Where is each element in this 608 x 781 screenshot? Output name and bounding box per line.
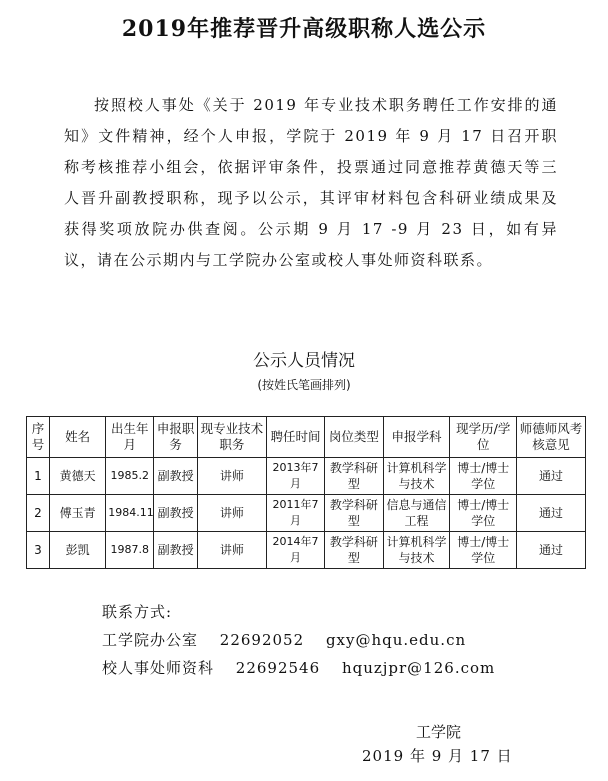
cell-education: 博士/博士学位	[450, 458, 517, 495]
cell-name: 彭凯	[49, 532, 105, 569]
contact-line	[102, 654, 511, 682]
cell-post-type: 教学科研型	[325, 458, 383, 495]
cell-applied-title: 副教授	[154, 532, 198, 569]
contact-phone: 22692546	[235, 659, 321, 677]
header-ethics-review: 师德师风考核意见	[517, 417, 586, 458]
contact-phone: 22692052	[219, 631, 305, 649]
table-row	[27, 532, 586, 569]
table-row	[27, 458, 586, 495]
candidates-table	[26, 416, 586, 569]
contact-heading: 联系方式:	[102, 603, 173, 621]
cell-discipline: 信息与通信工程	[383, 495, 450, 532]
cell-education: 博士/博士学位	[450, 495, 517, 532]
cell-birth: 1985.2	[106, 458, 154, 495]
cell-post-type: 教学科研型	[325, 532, 383, 569]
signature-org: 工学院	[416, 723, 462, 741]
header-name: 姓名	[49, 417, 105, 458]
header-post-type: 岗位类型	[325, 417, 383, 458]
announcement-body: 按照校人事处《关于 2019 年专业技术职务聘任工作安排的通知》文件精神，经个人申报，学院于 2019 年 9 月 17 日召开职称考核推荐小组会，依据评审条件，投票通过同意推荐黄德天等三人晋升副教授职称，现予以公示，其评审材料包含科研业绩成果及获得奖项放院办供查阅。公示期 9 月 17 -9 月 23 日，如有异议，请在公示期内与工学院办公室或校人事处师资科联系。	[64, 96, 558, 269]
header-education: 现学历/学位	[450, 417, 517, 458]
header-applied-title: 申报职务	[154, 417, 198, 458]
cell-post-type: 教学科研型	[325, 495, 383, 532]
header-current-title: 现专业技术职务	[198, 417, 267, 458]
cell-education: 博士/博士学位	[450, 532, 517, 569]
cell-index: 2	[27, 495, 50, 532]
cell-ethics-review: 通过	[517, 495, 586, 532]
cell-index: 1	[27, 458, 50, 495]
cell-discipline: 计算机科学与技术	[383, 458, 450, 495]
cell-ethics-review: 通过	[517, 532, 586, 569]
table-header-row	[27, 417, 586, 458]
cell-current-title: 讲师	[198, 458, 267, 495]
cell-index: 3	[27, 532, 50, 569]
contact-org: 校人事处师资科	[102, 659, 215, 677]
cell-birth: 1984.11	[106, 495, 154, 532]
contact-block	[102, 598, 511, 682]
cell-current-title: 讲师	[198, 532, 267, 569]
cell-name: 黄德天	[49, 458, 105, 495]
header-appointment-date: 聘任时间	[266, 417, 324, 458]
table-row	[27, 495, 586, 532]
cell-appointment-date: 2013年7月	[266, 458, 324, 495]
signature-date: 2019 年 9 月 17 日	[362, 747, 513, 765]
cell-ethics-review: 通过	[517, 458, 586, 495]
header-discipline: 申报学科	[383, 417, 450, 458]
cell-birth: 1987.8	[106, 532, 154, 569]
cell-discipline: 计算机科学与技术	[383, 532, 450, 569]
cell-current-title: 讲师	[198, 495, 267, 532]
signature-block	[362, 720, 522, 768]
cell-applied-title: 副教授	[154, 458, 198, 495]
contact-line	[102, 626, 511, 654]
header-birth: 出生年月	[106, 417, 154, 458]
cell-appointment-date: 2014年7月	[266, 532, 324, 569]
contact-email[interactable]: gxy@hqu.edu.cn	[325, 631, 467, 649]
section-title: 公示人员情况	[253, 351, 355, 371]
document-title: 2019年推荐晋升高级职称人选公示	[121, 16, 487, 42]
header-index: 序号	[27, 417, 50, 458]
cell-name: 傅玉青	[49, 495, 105, 532]
contact-email[interactable]: hquzjpr@126.com	[341, 659, 496, 677]
contact-org: 工学院办公室	[102, 631, 199, 649]
cell-applied-title: 副教授	[154, 495, 198, 532]
section-subtitle: (按姓氏笔画排列)	[257, 378, 351, 392]
cell-appointment-date: 2011年7月	[266, 495, 324, 532]
